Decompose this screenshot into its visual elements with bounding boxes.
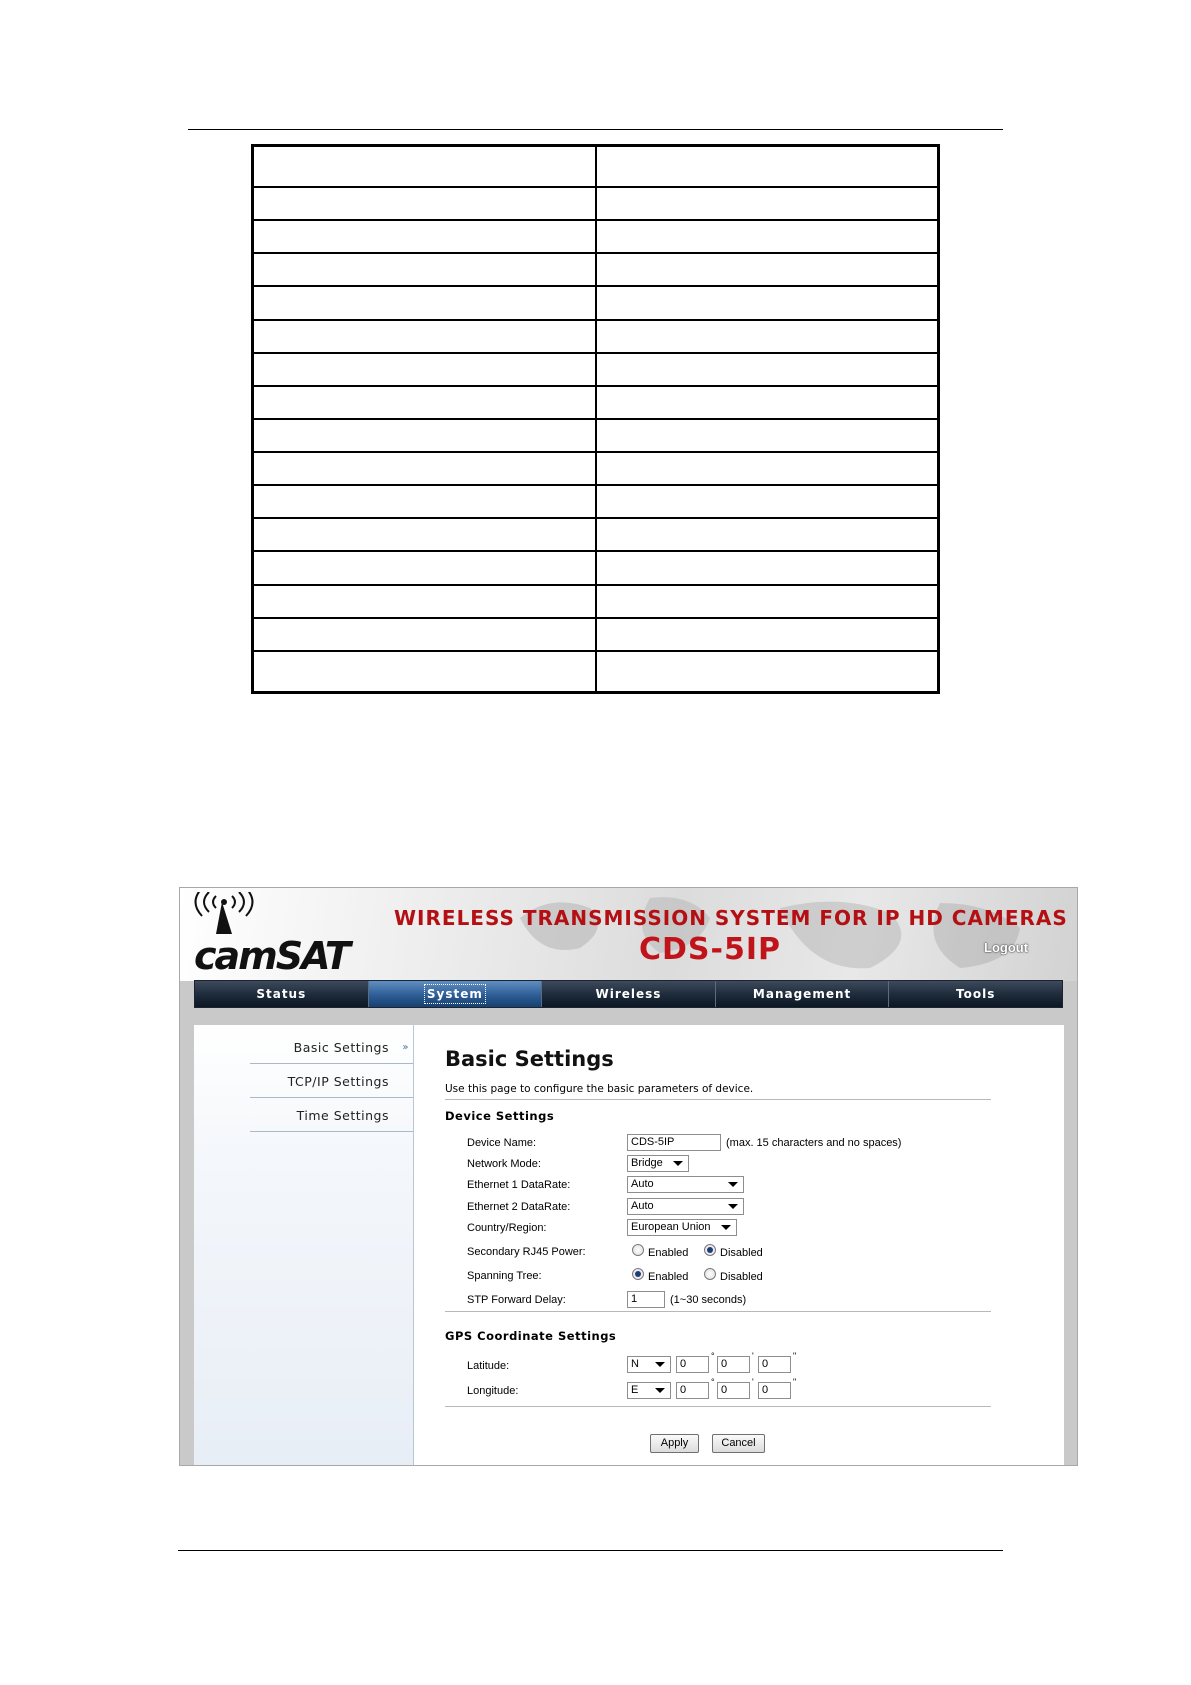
table-cell [596, 253, 939, 286]
table-cell [253, 452, 596, 485]
table-row [253, 320, 939, 353]
second-symbol: " [793, 1377, 797, 1387]
tab-status-label: Status [256, 987, 307, 1001]
table-cell [253, 485, 596, 518]
table-cell [253, 419, 596, 452]
tab-management[interactable] [716, 981, 890, 1007]
sidebar-item-label: TCP/IP Settings [287, 1074, 389, 1089]
table-row [253, 551, 939, 584]
table-row [253, 286, 939, 319]
banner-model: CDS-5IP [639, 932, 781, 967]
stp-enabled-radio[interactable] [632, 1268, 644, 1280]
table-cell [596, 419, 939, 452]
table-row [253, 220, 939, 253]
chevron-down-icon [673, 1161, 683, 1166]
table-cell [253, 353, 596, 386]
table-cell [253, 518, 596, 551]
tab-tools[interactable] [889, 981, 1062, 1007]
latitude-degrees-input[interactable]: 0 [676, 1356, 709, 1373]
stp-forward-delay-label: STP Forward Delay: [467, 1294, 566, 1306]
table-cell [253, 386, 596, 419]
device-name-label: Device Name: [467, 1137, 537, 1149]
table-cell [596, 551, 939, 584]
network-mode-label: Network Mode: [467, 1158, 541, 1170]
tab-management-label: Management [752, 987, 852, 1001]
country-region-label: Country/Region: [467, 1222, 547, 1234]
sidebar-item-time-settings[interactable] [250, 1099, 413, 1132]
minute-symbol: ' [752, 1377, 754, 1387]
rj45-enabled-radio[interactable] [632, 1244, 644, 1256]
rj45-enabled-label: Enabled [648, 1247, 689, 1259]
table-cell [253, 585, 596, 618]
table-row [253, 651, 939, 693]
second-symbol: " [793, 1351, 797, 1361]
empty-document-table [251, 144, 940, 694]
degree-symbol: ° [711, 1351, 715, 1361]
table-row [253, 386, 939, 419]
network-mode-select[interactable] [627, 1155, 689, 1172]
table-row [253, 618, 939, 651]
table-cell [596, 320, 939, 353]
chevron-down-icon [655, 1388, 665, 1393]
sidebar-item-label: Time Settings [296, 1108, 389, 1123]
tab-system[interactable] [369, 981, 543, 1007]
tab-status[interactable] [195, 981, 369, 1007]
country-region-select[interactable] [627, 1219, 737, 1236]
ethernet2-datarate-value: Auto [631, 1200, 654, 1212]
footer-rule [178, 1550, 1003, 1551]
chevron-down-icon [655, 1362, 665, 1367]
table-cell [253, 651, 596, 693]
table-cell [253, 286, 596, 319]
double-chevron-right-icon: » [402, 1042, 409, 1053]
table-cell [253, 551, 596, 584]
table-cell [596, 220, 939, 253]
tab-wireless-label: Wireless [595, 987, 662, 1001]
country-region-value: European Union [631, 1221, 711, 1233]
tab-wireless[interactable] [542, 981, 716, 1007]
table-cell [596, 518, 939, 551]
latitude-direction-select[interactable] [627, 1356, 671, 1373]
ethernet1-datarate-value: Auto [631, 1178, 654, 1190]
longitude-label: Longitude: [467, 1385, 519, 1397]
table-cell [596, 146, 939, 187]
stp-disabled-label: Disabled [720, 1271, 763, 1283]
longitude-direction-value: E [631, 1384, 639, 1396]
section-gps-coordinate-settings: GPS Coordinate Settings [445, 1329, 617, 1343]
divider [445, 1406, 991, 1407]
tab-tools-label: Tools [956, 987, 996, 1001]
secondary-rj45-power-label: Secondary RJ45 Power: [467, 1246, 586, 1258]
network-mode-value: Bridge [631, 1157, 663, 1169]
banner [180, 888, 1078, 981]
latitude-label: Latitude: [467, 1360, 510, 1372]
stp-forward-delay-hint: (1~30 seconds) [670, 1294, 747, 1306]
table-cell [596, 651, 939, 693]
sidebar-item-tcpip-settings[interactable] [250, 1065, 413, 1098]
table-cell [596, 386, 939, 419]
table-row [253, 485, 939, 518]
page-title: Basic Settings [445, 1047, 614, 1071]
latitude-seconds-input[interactable]: 0 [758, 1356, 791, 1373]
camsat-logo [194, 892, 354, 978]
latitude-minutes-input[interactable]: 0 [717, 1356, 750, 1373]
stp-disabled-radio[interactable] [704, 1268, 716, 1280]
table-cell [596, 452, 939, 485]
stp-forward-delay-input[interactable]: 1 [627, 1291, 665, 1308]
section-device-settings: Device Settings [445, 1109, 555, 1123]
table-row [253, 353, 939, 386]
table-row [253, 419, 939, 452]
table-row [253, 518, 939, 551]
banner-title: WIRELESS TRANSMISSION SYSTEM FOR IP HD CAMERAS [394, 906, 1068, 930]
main-panel [445, 1025, 992, 1466]
table-cell [596, 618, 939, 651]
main-nav [194, 980, 1063, 1008]
table-row [253, 146, 939, 187]
table-cell [253, 220, 596, 253]
table-cell [596, 187, 939, 220]
ethernet1-datarate-label: Ethernet 1 DataRate: [467, 1179, 571, 1191]
table-cell [253, 146, 596, 187]
degree-symbol: ° [711, 1377, 715, 1387]
sidebar-item-label: Basic Settings [293, 1040, 389, 1055]
table-row [253, 585, 939, 618]
longitude-seconds-input[interactable]: 0 [758, 1382, 791, 1399]
chevron-down-icon [728, 1204, 738, 1209]
longitude-degrees-input[interactable]: 0 [676, 1382, 709, 1399]
table-cell [253, 253, 596, 286]
rj45-disabled-label: Disabled [720, 1247, 763, 1259]
spanning-tree-label: Spanning Tree: [467, 1270, 542, 1282]
table-row [253, 452, 939, 485]
table-row [253, 253, 939, 286]
antenna-signal-icon [194, 892, 254, 936]
divider [445, 1311, 991, 1312]
table-cell [253, 187, 596, 220]
rj45-disabled-radio[interactable] [704, 1244, 716, 1256]
logo-text: camSAT [194, 934, 349, 978]
header-rule [188, 129, 1003, 130]
apply-button[interactable]: Apply [650, 1434, 699, 1453]
ethernet2-datarate-label: Ethernet 2 DataRate: [467, 1201, 571, 1213]
cancel-button[interactable]: Cancel [712, 1434, 765, 1453]
latitude-direction-value: N [631, 1358, 639, 1370]
logout-link[interactable]: Logout [984, 940, 1029, 955]
longitude-minutes-input[interactable]: 0 [717, 1382, 750, 1399]
screenshot-frame [179, 887, 1078, 1466]
table-cell [596, 286, 939, 319]
longitude-direction-select[interactable] [627, 1382, 671, 1399]
device-name-input[interactable]: CDS-5IP [627, 1134, 721, 1151]
ethernet1-datarate-select[interactable] [627, 1176, 744, 1193]
tab-system-label: System [426, 987, 483, 1001]
table-cell [596, 353, 939, 386]
sidebar-item-basic-settings[interactable] [250, 1031, 413, 1064]
chevron-down-icon [721, 1225, 731, 1230]
table-cell [253, 320, 596, 353]
table-cell [596, 485, 939, 518]
sidebar [194, 1025, 414, 1466]
table-row [253, 187, 939, 220]
ethernet2-datarate-select[interactable] [627, 1198, 744, 1215]
device-name-hint: (max. 15 characters and no spaces) [726, 1137, 902, 1149]
page-description: Use this page to configure the basic parameters of device. [445, 1083, 754, 1095]
table-cell [596, 585, 939, 618]
table-cell [253, 618, 596, 651]
content-area [194, 1025, 1064, 1466]
chevron-down-icon [728, 1182, 738, 1187]
stp-enabled-label: Enabled [648, 1271, 689, 1283]
divider [445, 1099, 991, 1100]
minute-symbol: ' [752, 1351, 754, 1361]
